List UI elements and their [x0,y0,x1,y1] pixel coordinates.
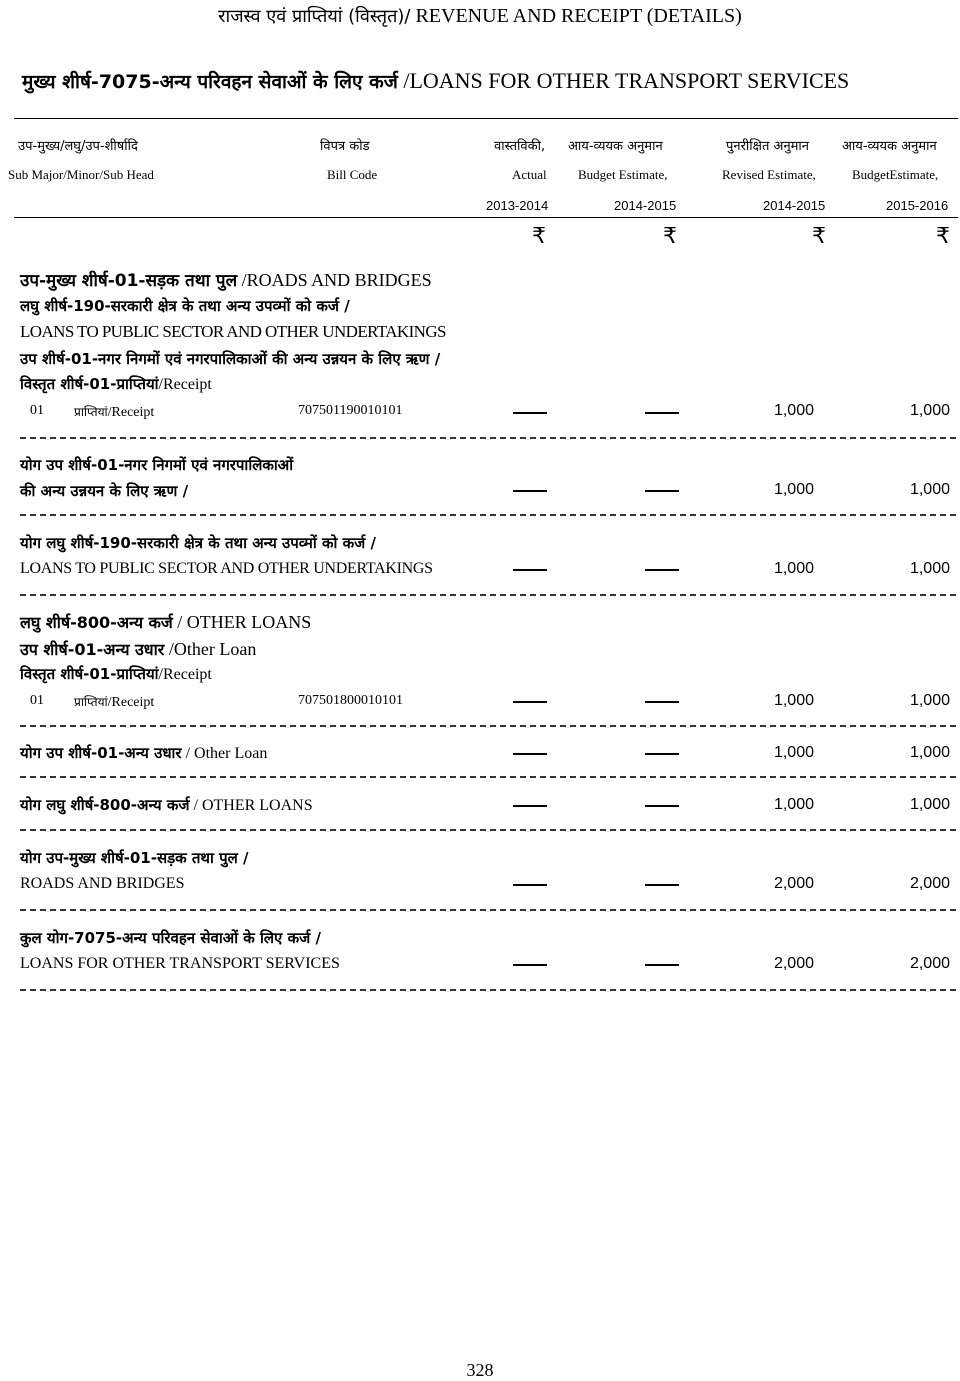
col-actual-english: Actual [512,167,547,182]
budget2-value: 2,000 [909,875,950,892]
col-budget-hindi: आय-व्ययक अनुमान [568,139,663,154]
detail-heading-english: /Receipt [158,666,212,683]
total-sub-heading-line2: की अन्य उन्नयन के लिए ऋण / [20,482,189,500]
rupee-icon: ₹ [663,224,677,249]
detail-heading-2 [20,664,212,684]
year-revised: 2014-2015 [763,198,826,213]
col-revised-english: Revised Estimate, [722,167,816,182]
detail-heading-hindi: विस्तृत शीर्ष-01-प्राप्तियां [20,665,159,683]
actual-nil-mark [513,884,547,886]
item-code: 01 [30,403,44,418]
total-sub-other-loan-english: / Other Loan [185,745,268,762]
minor-heading-800 [20,611,311,633]
col-billcode-hindi: विपत्र कोड [320,139,370,154]
submajor-heading-english: /ROADS AND BRIDGES [241,270,432,290]
revised-value: 1,000 [773,744,814,761]
sub-heading-other-loan-english: /Other Loan [168,639,257,659]
revised-value: 2,000 [773,875,814,892]
item-label-hindi: प्राप्तियां [74,695,108,709]
revised-value: 2,000 [773,955,814,972]
page-title [0,4,960,28]
row-divider [20,725,956,727]
col-revised-hindi: पुनरीक्षित अनुमान [726,139,810,154]
item-code: 01 [30,693,44,708]
detail-heading-english: /Receipt [158,376,212,393]
budget-nil-mark [645,490,679,492]
major-head-hindi: मुख्य शीर्ष-7075-अन्य परिवहन सेवाओं के लिए कर्ज [22,71,398,93]
budget-nil-mark [645,884,679,886]
row-divider [20,514,956,516]
header-bottom-rule [14,217,958,218]
item-label-hindi: प्राप्तियां [74,405,108,419]
revised-value: 1,000 [773,692,814,709]
item-label [74,403,154,421]
rupee-icon: ₹ [532,224,546,249]
actual-nil-mark [513,569,547,571]
actual-nil-mark [513,753,547,755]
total-minor-800 [20,795,313,815]
total-minor-800-hindi: योग लघु शीर्ष-800-अन्य कर्ज [20,796,190,814]
col-head-english: Sub Major/Minor/Sub Head [8,167,154,182]
total-minor-190-hindi: योग लघु शीर्ष-190-सरकारी क्षेत्र के तथा अन्य उपव्मों को कर्ज / [20,534,376,552]
budget-nil-mark [645,412,679,414]
budget2-value: 1,000 [909,744,950,761]
header-top-rule [14,118,958,119]
col-budget-english: Budget Estimate, [578,167,668,182]
col-billcode-english: Bill Code [327,167,378,182]
budget-nil-mark [645,753,679,755]
revised-value: 1,000 [773,796,814,813]
submajor-heading [20,268,432,291]
page-number: 328 [466,1360,494,1380]
total-sub-heading-line1: योग उप शीर्ष-01-नगर निगमों एवं नगरपालिकाओं [20,456,294,474]
grand-total-english: LOANS FOR OTHER TRANSPORT SERVICES [20,955,340,972]
grand-total-hindi: कुल योग-7075-अन्य परिवहन सेवाओं के लिए कर्ज / [20,929,321,947]
actual-nil-mark [513,805,547,807]
total-sub-other-loan [20,743,267,763]
col-budget2-hindi: आय-व्ययक अनुमान [842,139,937,154]
revised-value: 1,000 [773,402,814,419]
minor-heading-800-english: / OTHER LOANS [177,612,312,632]
year-budget2: 2015-2016 [886,198,949,213]
budget-nil-mark [645,701,679,703]
major-head-english: /LOANS FOR OTHER TRANSPORT SERVICES [403,68,850,93]
budget2-value: 1,000 [909,796,950,813]
sub-heading-01-hindi: उप शीर्ष-01-नगर निगमों एवं नगरपालिकाओं की अन्य उन्नयन के लिए ऋण / [20,350,441,368]
item-bill-code: 707501800010101 [298,693,403,708]
sub-heading-other-loan-hindi: उप शीर्ष-01-अन्य उधार [20,640,165,659]
budget-nil-mark [645,805,679,807]
total-minor-800-english: / OTHER LOANS [193,797,313,814]
item-label-english: /Receipt [107,405,155,420]
total-submajor-english: ROADS AND BRIDGES [20,875,185,892]
row-divider [20,776,956,778]
total-minor-190-english: LOANS TO PUBLIC SECTOR AND OTHER UNDERTAKINGS [20,560,433,577]
budget2-value: 1,000 [909,560,950,577]
minor-heading-800-hindi: लघु शीर्ष-800-अन्य कर्ज [20,613,173,632]
year-actual: 2013-2014 [486,198,549,213]
budget2-value: 1,000 [909,481,950,498]
year-budget: 2014-2015 [614,198,677,213]
item-label [74,693,154,711]
row-divider [20,909,956,911]
actual-nil-mark [513,412,547,414]
rupee-icon: ₹ [936,224,950,249]
page-title-hindi: राजस्व एवं प्राप्तियां (विस्तृत)/ [218,6,411,27]
total-submajor-hindi: योग उप-मुख्य शीर्ष-01-सड़क तथा पुल / [20,849,249,867]
sub-heading-other-loan [20,638,256,660]
row-divider [20,829,956,831]
budget2-value: 1,000 [909,402,950,419]
col-head-hindi: उप-मुख्य/लघु/उप-शीर्षादि [18,139,138,154]
major-head-heading [22,68,849,94]
actual-nil-mark [513,490,547,492]
total-sub-other-loan-hindi: योग उप शीर्ष-01-अन्य उधार [20,744,182,762]
actual-nil-mark [513,964,547,966]
row-divider [20,437,956,439]
detail-heading-1 [20,374,212,394]
row-divider [20,989,956,991]
minor-heading-190-hindi: लघु शीर्ष-190-सरकारी क्षेत्र के तथा अन्य उपव्मों को कर्ज / [20,297,350,315]
budget2-value: 2,000 [909,955,950,972]
item-label-english: /Receipt [107,695,155,710]
budget2-value: 1,000 [909,692,950,709]
budget-nil-mark [645,964,679,966]
page-title-english: REVENUE AND RECEIPT (DETAILS) [415,5,742,27]
rupee-icon: ₹ [812,224,826,249]
col-budget2-english: BudgetEstimate, [852,167,939,182]
col-actual-hindi: वास्तविकी, [494,139,546,154]
actual-nil-mark [513,701,547,703]
budget-nil-mark [645,569,679,571]
revised-value: 1,000 [773,481,814,498]
row-divider [20,594,956,596]
detail-heading-hindi: विस्तृत शीर्ष-01-प्राप्तियां [20,375,159,393]
submajor-heading-hindi: उप-मुख्य शीर्ष-01-सड़क तथा पुल [20,271,238,291]
revised-value: 1,000 [773,560,814,577]
item-bill-code: 707501190010101 [298,403,403,418]
minor-heading-190-english: LOANS TO PUBLIC SECTOR AND OTHER UNDERTAKINGS [20,322,446,341]
